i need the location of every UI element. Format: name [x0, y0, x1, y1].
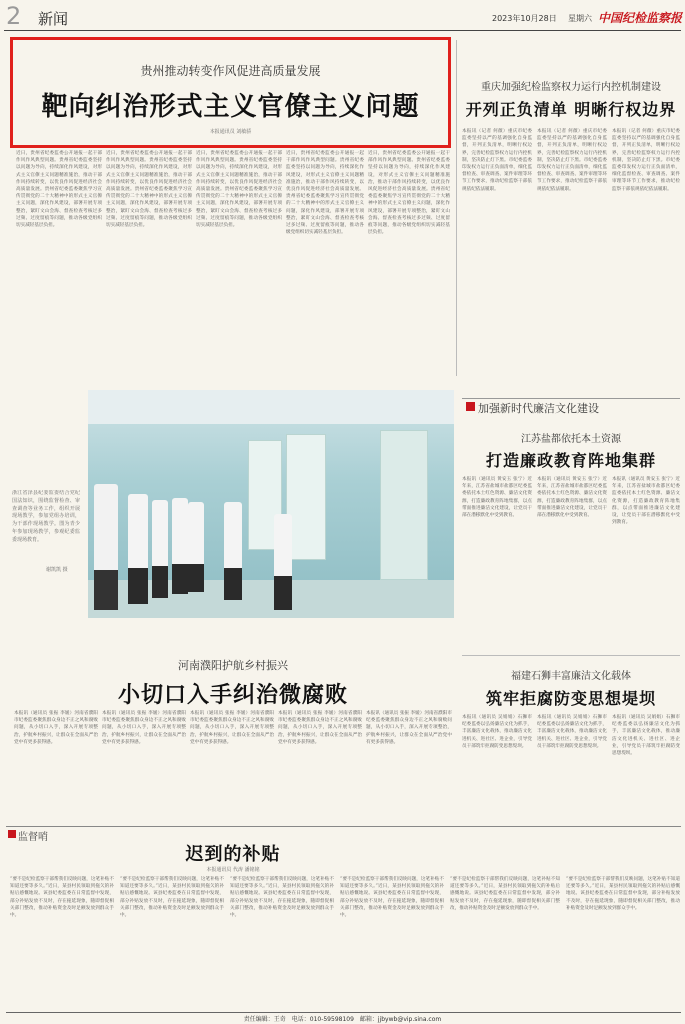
masthead [0, 0, 685, 34]
story3-headline: 打造廉政教育阵地集群 [485, 451, 656, 470]
story2-body-col1: 本报讯（记者 何薇）重庆市纪委监委坚持以严的基调强化自身监督，开列正负清单，明晰行权边界，完善纪检监察权力运行内控机制，坚决防止灯下黑。市纪委监委印发权力运行正负面清单，细化监督检查、审查调查、案件审理等环节工作要求，推动纪检监察干部依规依纪依法履职。 [462, 129, 532, 192]
story2-kicker: 重庆加强纪检监察权力运行内控机制建设 [481, 82, 661, 93]
section-clean-marker [466, 402, 475, 411]
footer-text: 责任编辑：王奇 电话：010-59598109 邮箱：jjbywb@vip.sina.com [243, 1016, 442, 1023]
photo-caption: 浙江省泽县纪委监委结合党纪国法知识，围绕监督检查、审查调查等业务工作，组织开展现场教学，参加党组办培训，为干部作现场教学。图为青少年参加现场教学，参观纪委监委现场教育。 [12, 490, 80, 543]
lead-body-col2: 近日，贵州省纪委监委公开通报一起干部作风作风典型问题。贵州省纪委监委坚持以问题为导向，持续深化作风建设，对形式主义官僚主义问题精准施治，推动干部作风持续转变，以优良作风促进经济社会高质量发展。贵州省纪委监委聚焦学习宣传贯彻党的二十大精神中的形式主义官僚主义问题，深化作风建设，部署开展专项整治，紧盯文山会海、督查检查考核过多过频、过度留痕等问题，推动各级党组织切实减轻基层负担。 [106, 151, 192, 229]
story2-headline: 开列正负清单 明晰行权边界 [465, 100, 677, 119]
issue-weekday: 星期六 [568, 14, 592, 23]
story2-body-col3: 本报讯（记者 何薇）重庆市纪委监委坚持以严的基调强化自身监督，开列正负清单，明晰行权边界，完善纪检监察权力运行内控机制，坚决防止灯下黑。市纪委监委印发权力运行正负面清单，细化监督检查、审查调查、案件审理等环节工作要求，推动纪检监察干部依规依纪依法履职。 [612, 129, 680, 192]
column-body-col3: “要不是纪检监察干部帮我们反映问题，这笔补贴不知道还要等多久。”近日，某县村民领取到拖欠的补贴后感慨地说。该县纪委监委在日常监督中发现，部分补贴发放不及时，存在拖延现象，随即督促相关部门整改，推动补贴资金及时足额发放到群众手中。 [230, 877, 334, 919]
story5-body-col2: 本报讯（通讯员 张振 李媛）河南省濮阳市纪委监委聚焦群众身边不正之风和腐败问题，从小切口入手，深入开展专项整治，护航乡村振兴，让群众在全面从严治党中有更多获得感。 [102, 711, 186, 745]
photo-person [188, 502, 204, 592]
section-clean-rule [462, 398, 680, 399]
story4-headline: 筑牢拒腐防变思想堤坝 [485, 689, 656, 708]
lead-kicker: 贵州推动转变作风促进高质量发展 [140, 64, 321, 78]
story5-kicker: 河南濮阳护航乡村振兴 [178, 659, 288, 672]
page-number: 2 [6, 2, 22, 30]
story4-kicker: 福建石狮丰富廉洁文化载体 [511, 671, 631, 682]
photo-person [94, 484, 118, 610]
story4-body-col2: 本报讯（通讯员 吴娟娟）石狮市纪委监委以弘扬廉洁文化为抓手，丰富廉洁文化载体，推动廉洁文化进机关、进社区、进企业，引导党员干部筑牢拒腐防变思想堤坝。 [537, 715, 607, 749]
lead-byline: 本报通讯员 刘敏骄 [209, 129, 252, 135]
lead-body-col1: 近日，贵州省纪委监委公开通报一起干部作风作风典型问题。贵州省纪委监委坚持以问题为导向，持续深化作风建设，对形式主义官僚主义问题精准施治，推动干部作风持续转变，以优良作风促进经济社会高质量发展。贵州省纪委监委聚焦学习宣传贯彻党的二十大精神中的形式主义官僚主义问题，深化作风建设，部署开展专项整治，紧盯文山会海、督查检查考核过多过频、过度留痕等问题，推动各级党组织切实减轻基层负担。 [16, 151, 102, 229]
photo-person [152, 500, 168, 598]
column-byline: 本报通讯员 代涛 潘铭铭 [206, 867, 260, 873]
exhibition-photo [88, 390, 454, 618]
story3-kicker: 江苏盐都依托本土资源 [521, 434, 621, 445]
photo-person [128, 494, 148, 604]
column-body-col1: “要不是纪检监察干部帮我们反映问题，这笔补贴不知道还要等多久。”近日，某县村民领取到拖欠的补贴后感慨地说。该县纪委监委在日常监督中发现，部分补贴发放不及时，存在拖延现象，随即督促相关部门整改，推动补贴资金及时足额发放到群众手中。 [10, 877, 114, 919]
lead-body-col5: 近日，贵州省纪委监委公开通报一起干部作风作风典型问题。贵州省纪委监委坚持以问题为导向，持续深化作风建设，对形式主义官僚主义问题精准施治，推动干部作风持续转变，以优良作风促进经济社会高质量发展。贵州省纪委监委聚焦学习宣传贯彻党的二十大精神中的形式主义官僚主义问题，深化作风建设，部署开展专项整治，紧盯文山会海、督查检查考核过多过频、过度留痕等问题，推动各级党组织切实减轻基层负担。 [368, 151, 450, 236]
newspaper-logo: 中国纪检监察报 [598, 11, 683, 25]
story4-body-col3: 本报讯（通讯员 吴娟娟）石狮市纪委监委以弘扬廉洁文化为抓手，丰富廉洁文化载体，推动廉洁文化进机关、进社区、进企业，引导党员干部筑牢拒腐防变思想堤坝。 [612, 715, 680, 757]
section-clean-title: 加强新时代廉洁文化建设 [478, 402, 599, 415]
story3-body-col3: 本报讯（通讯员 黄安玉 张宁）近年来，江苏省盐城市盐都区纪委监委依托本土红色资源、廉洁文化资源，打造廉政教育阵地集群，以点带面推进廉洁文化建设，让党员干部在潜移默化中受到教育。 [612, 477, 680, 526]
column-body-col6: “要不是纪检监察干部帮我们反映问题，这笔补贴不知道还要等多久。”近日，某县村民领取到拖欠的补贴后感慨地说。该县纪委监委在日常监督中发现，部分补贴发放不及时，存在拖延现象，随即督促相关部门整改，推动补贴资金及时足额发放到群众手中。 [566, 877, 680, 911]
story3-body-col1: 本报讯（通讯员 黄安玉 张宁）近年来，江苏省盐城市盐都区纪委监委依托本土红色资源、廉洁文化资源，打造廉政教育阵地集群，以点带面推进廉洁文化建设，让党员干部在潜移默化中受到教育。 [462, 477, 532, 519]
issue-date: 2023年10月28日 [492, 14, 557, 23]
story3-body-col2: 本报讯（通讯员 黄安玉 张宁）近年来，江苏省盐城市盐都区纪委监委依托本土红色资源、廉洁文化资源，打造廉政教育阵地集群，以点带面推进廉洁文化建设，让党员干部在潜移默化中受到教育。 [537, 477, 607, 519]
story4-rule [462, 655, 680, 656]
photo-ceiling [88, 390, 454, 424]
section-name: 新闻 [38, 10, 69, 28]
photo-credit: 谢凯凯 摄 [46, 567, 68, 573]
column-body-col2: “要不是纪检监察干部帮我们反映问题，这笔补贴不知道还要等多久。”近日，某县村民领取到拖欠的补贴后感慨地说。该县纪委监委在日常监督中发现，部分补贴发放不及时，存在拖延现象，随即督促相关部门整改，推动补贴资金及时足额发放到群众手中。 [120, 877, 224, 919]
footer-rule [6, 1012, 681, 1013]
photo-person [274, 514, 292, 610]
story5-body-col3: 本报讯（通讯员 张振 李媛）河南省濮阳市纪委监委聚焦群众身边不正之风和腐败问题，从小切口入手，深入开展专项整治，护航乡村振兴，让群众在全面从严治党中有更多获得感。 [190, 711, 274, 745]
column-rule [6, 826, 681, 827]
masthead-rule [4, 30, 681, 31]
column-headline: 迟到的补贴 [185, 844, 281, 865]
story5-body-col5: 本报讯（通讯员 张振 李媛）河南省濮阳市纪委监委聚焦群众身边不正之风和腐败问题，从小切口入手，深入开展专项整治，护航乡村振兴，让群众在全面从严治党中有更多获得感。 [366, 711, 452, 745]
photo-person [172, 498, 188, 594]
column-marker [8, 830, 16, 838]
story4-body-col1: 本报讯（通讯员 吴娟娟）石狮市纪委监委以弘扬廉洁文化为抓手，丰富廉洁文化载体，推动廉洁文化进机关、进社区、进企业，引导党员干部筑牢拒腐防变思想堤坝。 [462, 715, 532, 749]
story5-headline: 小切口入手纠治微腐败 [117, 683, 348, 708]
lead-headline: 靶向纠治形式主义官僚主义问题 [41, 92, 420, 122]
column-body-col5: “要不是纪检监察干部帮我们反映问题，这笔补贴不知道还要等多久。”近日，某县村民领取到拖欠的补贴后感慨地说。该县纪委监委在日常监督中发现，部分补贴发放不及时，存在拖延现象，随即督促相关部门整改，推动补贴资金及时足额发放到群众手中。 [450, 877, 560, 911]
story5-body-col1: 本报讯（通讯员 张振 李媛）河南省濮阳市纪委监委聚焦群众身边不正之风和腐败问题，从小切口入手，深入开展专项整治，护航乡村振兴，让群众在全面从严治党中有更多获得感。 [14, 711, 98, 745]
column-body-col4: “要不是纪检监察干部帮我们反映问题，这笔补贴不知道还要等多久。”近日，某县村民领取到拖欠的补贴后感慨地说。该县纪委监委在日常监督中发现，部分补贴发放不及时，存在拖延现象，随即督促相关部门整改，推动补贴资金及时足额发放到群众手中。 [340, 877, 444, 919]
story2-body-col2: 本报讯（记者 何薇）重庆市纪委监委坚持以严的基调强化自身监督，开列正负清单，明晰行权边界，完善纪检监察权力运行内控机制，坚决防止灯下黑。市纪委监委印发权力运行正负面清单，细化监督检查、审查调查、案件审理等环节工作要求，推动纪检监察干部依规依纪依法履职。 [537, 129, 607, 192]
photo-person [224, 502, 242, 600]
lead-body-col3: 近日，贵州省纪委监委公开通报一起干部作风作风典型问题。贵州省纪委监委坚持以问题为导向，持续深化作风建设，对形式主义官僚主义问题精准施治，推动干部作风持续转变，以优良作风促进经济社会高质量发展。贵州省纪委监委聚焦学习宣传贯彻党的二十大精神中的形式主义官僚主义问题，深化作风建设，部署开展专项整治，紧盯文山会海、督查检查考核过多过频、过度留痕等问题，推动各级党组织切实减轻基层负担。 [196, 151, 282, 229]
vertical-divider [456, 40, 457, 376]
photo-display-panel [286, 434, 326, 560]
column-label: 监督哨 [18, 832, 48, 843]
story5-body-col4: 本报讯（通讯员 张振 李媛）河南省濮阳市纪委监委聚焦群众身边不正之风和腐败问题，从小切口入手，深入开展专项整治，护航乡村振兴，让群众在全面从严治党中有更多获得感。 [278, 711, 362, 745]
photo-display-panel [380, 430, 428, 580]
lead-body-col4: 近日，贵州省纪委监委公开通报一起干部作风作风典型问题。贵州省纪委监委坚持以问题为导向，持续深化作风建设，对形式主义官僚主义问题精准施治，推动干部作风持续转变，以优良作风促进经济社会高质量发展。贵州省纪委监委聚焦学习宣传贯彻党的二十大精神中的形式主义官僚主义问题，深化作风建设，部署开展专项整治，紧盯文山会海、督查检查考核过多过频、过度留痕等问题，推动各级党组织切实减轻基层负担。 [286, 151, 364, 236]
